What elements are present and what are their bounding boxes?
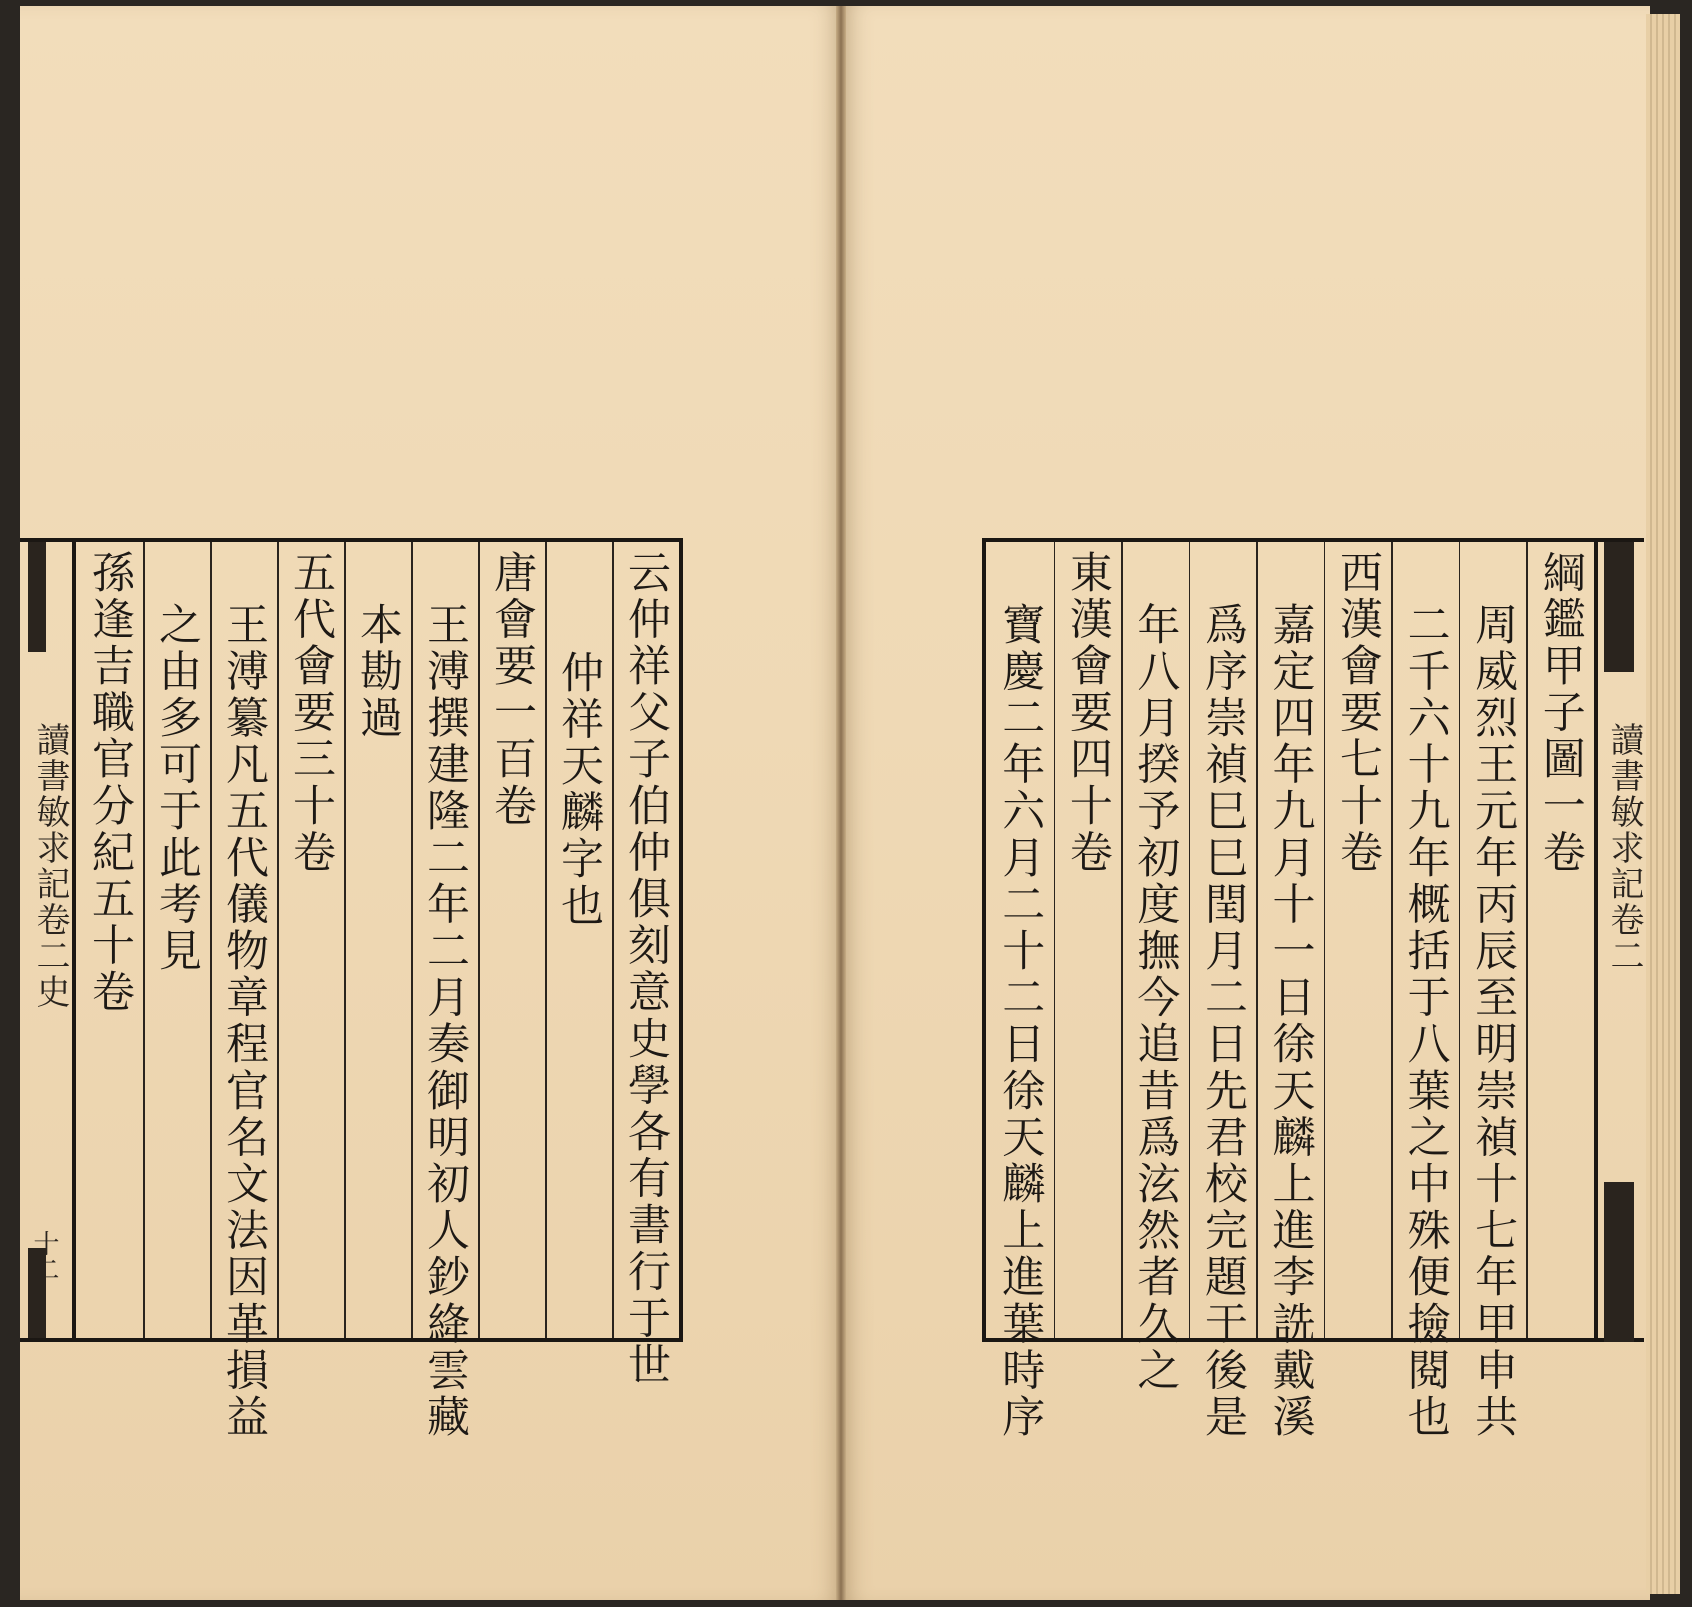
column-text: 東漢會要四十卷 — [1062, 550, 1113, 877]
text-column — [210, 542, 278, 1441]
text-column — [1324, 542, 1392, 1338]
text-column — [1256, 542, 1324, 1441]
column-text: 二千六十九年概括于八葉之中殊便撿閱也 — [1400, 602, 1451, 1441]
text-column — [1391, 542, 1459, 1441]
text-column — [612, 542, 680, 1389]
column-text: 綱鑑甲子圖一卷 — [1535, 550, 1586, 877]
column-text: 年八月揆予初度撫今追昔爲泫然者久之 — [1130, 602, 1181, 1395]
column-text: 仲祥天麟字也 — [554, 650, 604, 930]
column-text: 爲序崇禎巳巳閏月二日先君校完題于後是 — [1197, 602, 1248, 1441]
column-text: 本勘過 — [353, 602, 403, 742]
text-column — [1526, 542, 1594, 1338]
column-text: 五代會要三十卷 — [286, 550, 336, 877]
text-column — [143, 542, 211, 1338]
column-text: 西漢會要七十卷 — [1333, 550, 1384, 877]
right-margin-title: 讀書敏求記卷二 — [1604, 722, 1644, 974]
column-text: 嘉定四年九月十一日徐天麟上進李詵戴溪 — [1265, 602, 1316, 1441]
text-column — [1188, 542, 1256, 1441]
column-text: 孫逢吉職官分紀五十卷 — [85, 550, 135, 1016]
column-text: 唐會要一百卷 — [487, 550, 537, 830]
left-margin-page-number: 十二 — [29, 1230, 59, 1282]
fish-tail-mark — [28, 542, 46, 652]
left-text-frame — [72, 538, 683, 1441]
fish-tail-mark — [1604, 542, 1634, 672]
text-column — [1121, 542, 1189, 1395]
text-column — [344, 542, 412, 1338]
column-text: 寶慶二年六月二十二日徐天麟上進葉時序 — [995, 602, 1046, 1441]
book-gutter — [836, 6, 846, 1600]
right-text-frame — [982, 538, 1598, 1441]
text-column — [76, 542, 144, 1338]
fish-tail-mark — [1604, 1182, 1634, 1342]
text-column — [986, 542, 1054, 1441]
column-text: 云仲祥父子伯仲俱刻意史學各有書行于世 — [621, 550, 671, 1389]
column-text: 王溥撰建隆二年二月奏御明初人鈔絳雲藏 — [420, 602, 470, 1441]
left-margin-title: 讀書敏求記卷二史 — [30, 722, 70, 1010]
text-column — [1053, 542, 1121, 1338]
text-column — [478, 542, 546, 1338]
text-column — [277, 542, 345, 1338]
column-text: 周威烈王元年丙辰至明崇禎十七年甲申共 — [1468, 602, 1519, 1441]
text-column — [411, 542, 479, 1441]
text-column — [545, 542, 613, 1338]
column-text: 王溥纂凡五代儀物章程官名文法因革損益 — [219, 602, 269, 1441]
column-text: 之由多可于此考見 — [152, 602, 202, 975]
page-edges — [1646, 14, 1680, 1594]
text-column — [1459, 542, 1527, 1441]
